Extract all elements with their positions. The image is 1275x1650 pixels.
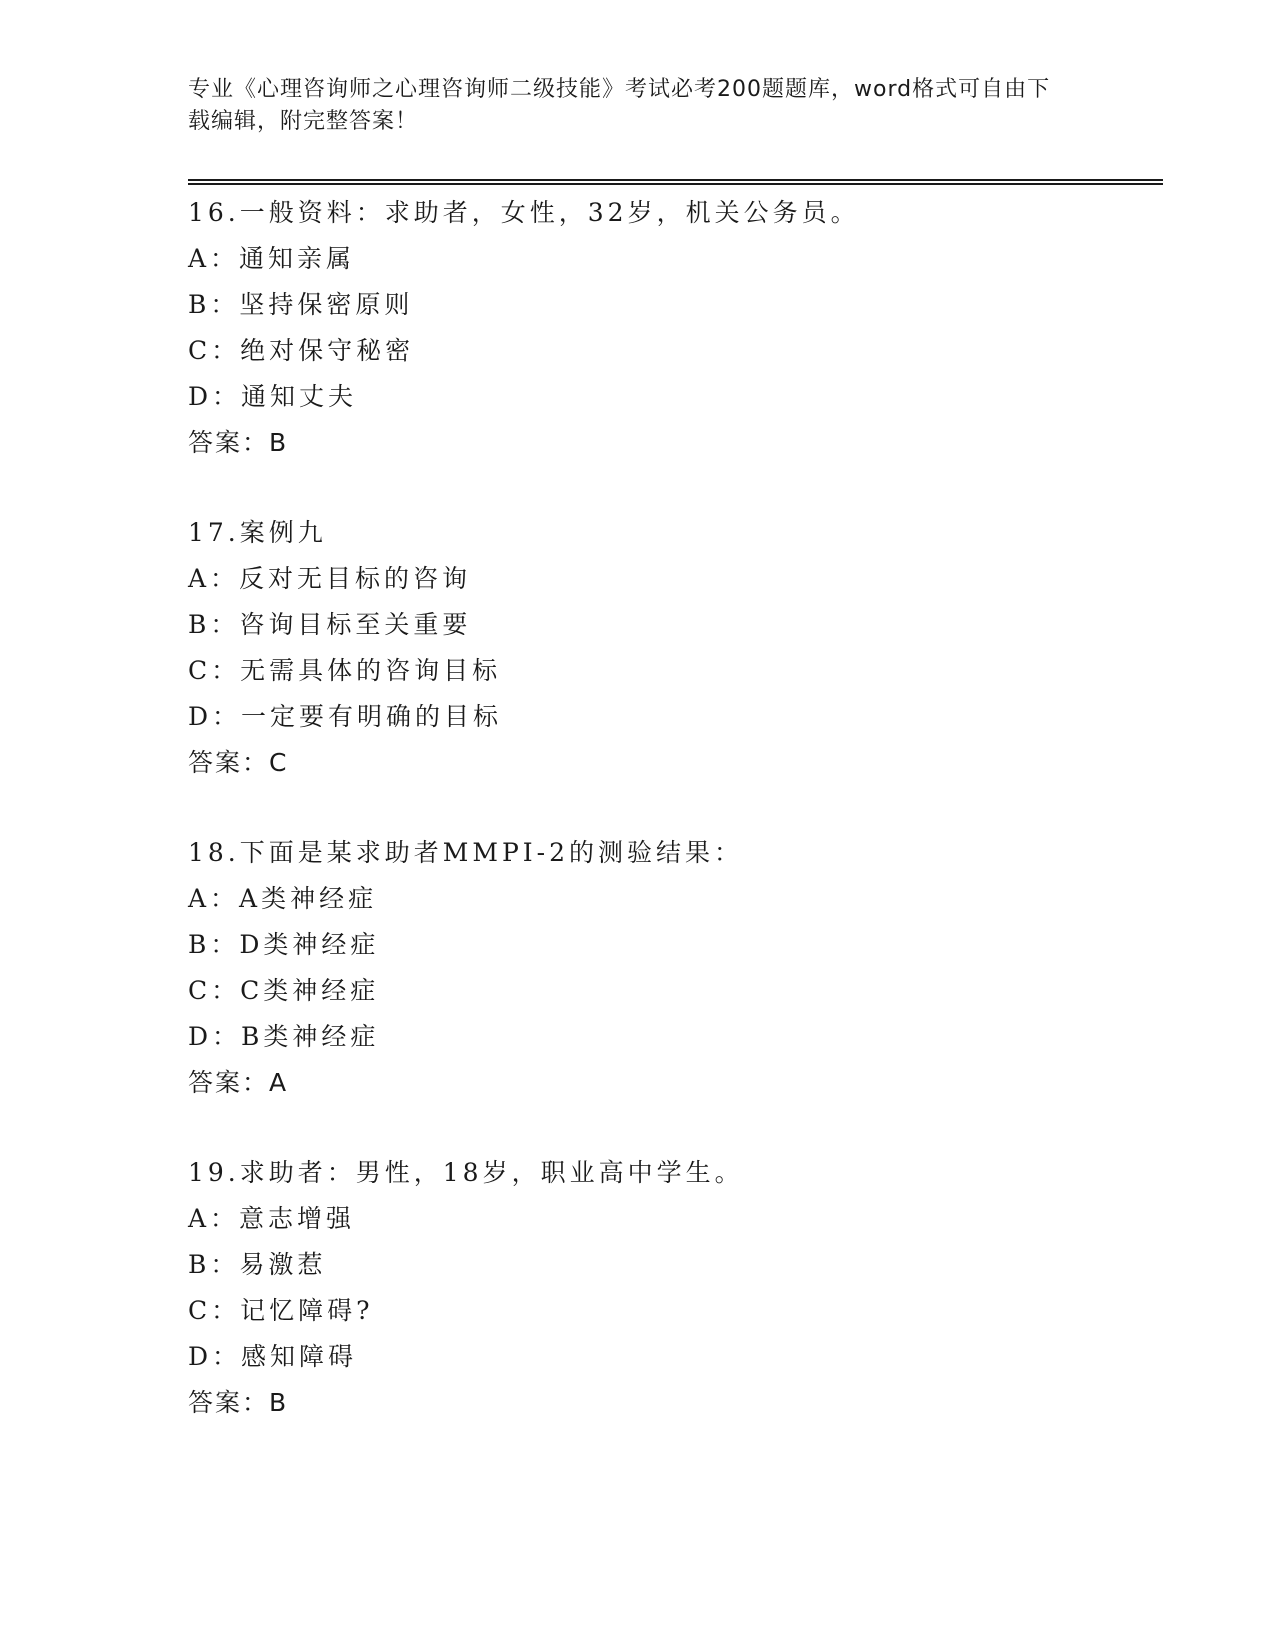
question-18	[188, 830, 1163, 1106]
option-c: C：C类神经症	[188, 976, 380, 1005]
answer-line: 答案：B	[188, 1388, 289, 1417]
option-a: A：通知亲属	[188, 244, 356, 273]
question-stem: 17.案例九	[188, 518, 327, 547]
option-c: C：绝对保守秘密	[188, 336, 415, 365]
question-stem: 19.求助者：男性，18岁，职业高中学生。	[188, 1158, 744, 1187]
option-b: B：易激惹	[188, 1250, 327, 1279]
option-b: B：D类神经症	[188, 930, 380, 959]
option-d: D：B类神经症	[188, 1022, 380, 1051]
option-b: B：坚持保密原则	[188, 290, 414, 319]
option-c: C：记忆障碍?	[188, 1296, 374, 1325]
option-d: D：感知障碍	[188, 1342, 358, 1371]
option-c: C：无需具体的咨询目标	[188, 656, 502, 685]
double-rule-divider	[188, 179, 1163, 185]
question-list	[188, 190, 1163, 1470]
document-header: 专业《心理咨询师之心理咨询师二级技能》考试必考200题题库，word格式可自由下载编辑，附完整答案！	[188, 77, 1051, 134]
option-a: A：反对无目标的咨询	[188, 564, 472, 593]
question-16	[188, 190, 1163, 466]
question-stem: 18.下面是某求助者MMPI-2的测验结果：	[188, 838, 744, 867]
question-17	[188, 510, 1163, 786]
option-a: A：意志增强	[188, 1204, 356, 1233]
option-d: D：通知丈夫	[188, 382, 358, 411]
question-stem: 16.一般资料：求助者，女性，32岁，机关公务员。	[188, 198, 860, 227]
answer-line: 答案：A	[188, 1068, 289, 1097]
question-19	[188, 1150, 1163, 1426]
answer-line: 答案：C	[188, 748, 289, 777]
option-a: A：A类神经症	[188, 884, 378, 913]
option-b: B：咨询目标至关重要	[188, 610, 472, 639]
answer-line: 答案：B	[188, 428, 289, 457]
option-d: D：一定要有明确的目标	[188, 702, 503, 731]
